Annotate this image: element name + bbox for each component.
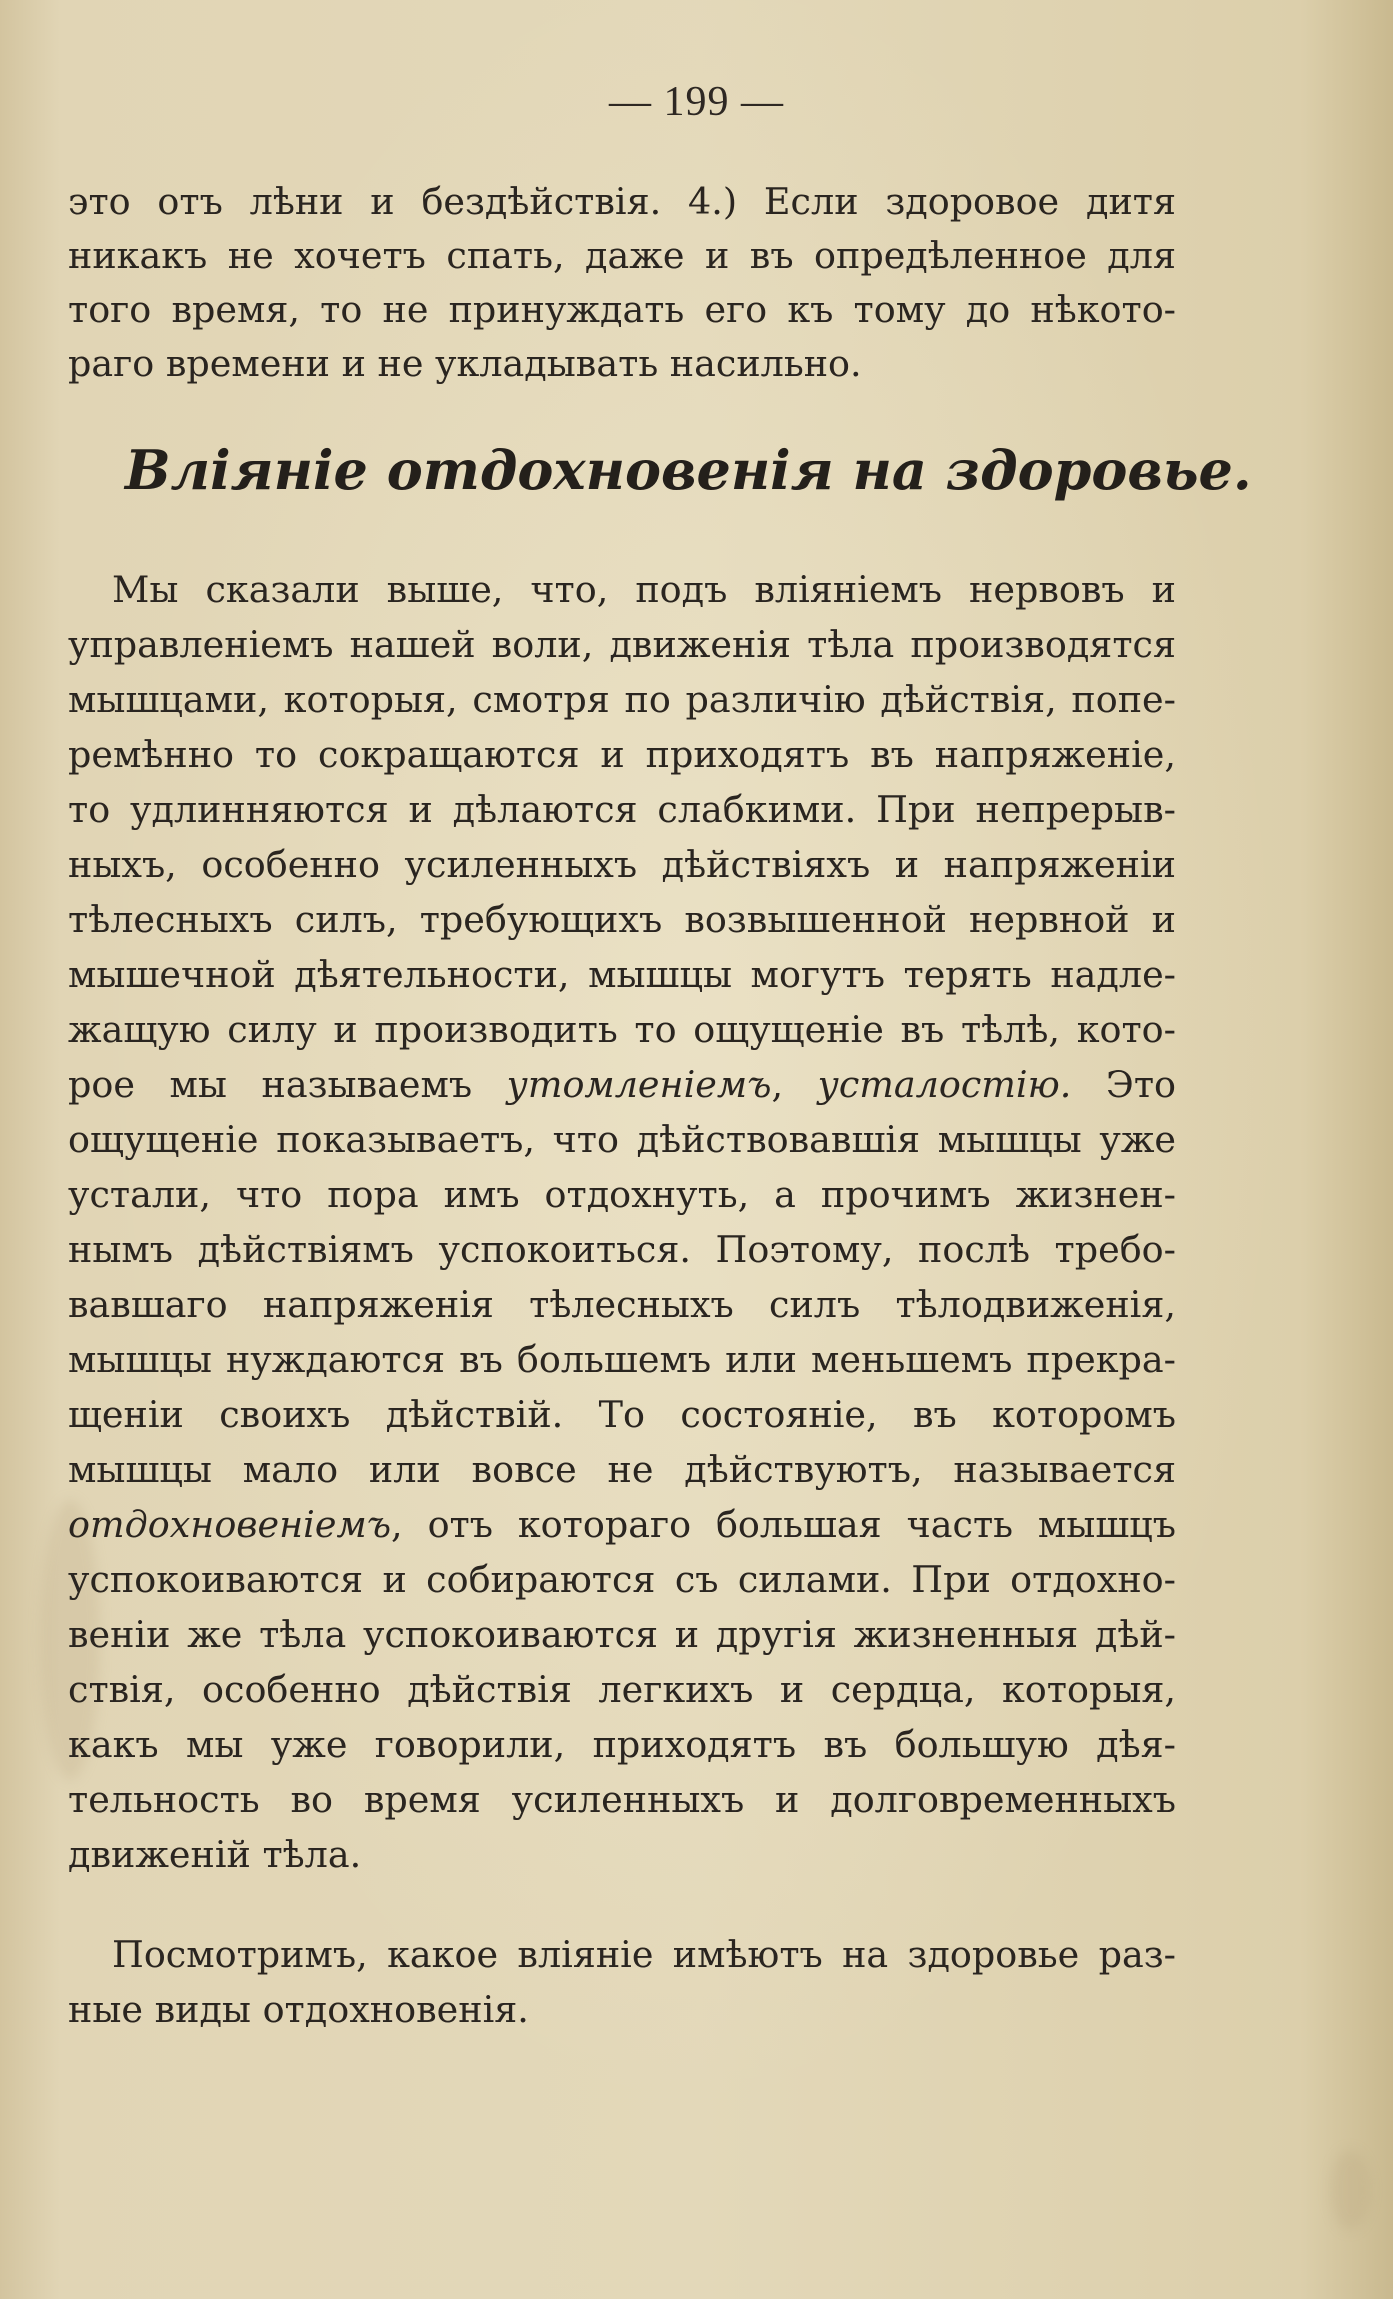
text-line: устали, что пора имъ отдохнуть, а прочимъ жизнен- [68, 1173, 1176, 1216]
text-line: Посмотримъ, какое вліяніе имѣютъ на здоровье раз- [112, 1933, 1176, 1976]
text-line: ныхъ, особенно усиленныхъ дѣйствіяхъ и напряженіи [68, 843, 1176, 886]
text-line: Мы сказали выше, что, подъ вліяніемъ нервовъ и [112, 568, 1176, 611]
text-line: раго времени и не укладывать насильно. [68, 342, 862, 385]
text-line: управленіемъ нашей воли, движенія тѣла производятся [68, 623, 1176, 666]
text-line: движеній тѣла. [68, 1833, 362, 1876]
text-line: того время, то не принуждать его къ тому до нѣкото- [68, 288, 1176, 331]
italic-term: утомленіемъ [506, 1063, 772, 1106]
italic-term: усталостію. [817, 1063, 1072, 1106]
section-heading: Вліяніе отдохновенія на здоровье. [125, 438, 1252, 502]
text-run: Это [1105, 1063, 1176, 1106]
text-run: рое мы называемъ [68, 1063, 473, 1106]
text-line: то удлинняются и дѣлаются слабкими. При непрерыв- [68, 788, 1176, 831]
text-line: рое мы называемъ утомленіемъ, усталостію. Это [68, 1063, 1176, 1106]
text-line: успокоиваются и собираются съ силами. При отдохно- [68, 1558, 1176, 1601]
text-line: жащую силу и производить то ощущеніе въ тѣлѣ, кото- [68, 1008, 1176, 1051]
text-line: вавшаго напряженія тѣлесныхъ силъ тѣлодвиженія, [68, 1283, 1176, 1326]
page-stain [1330, 2150, 1370, 2230]
text-line: ощущеніе показываетъ, что дѣйствовавшія мышцы уже [68, 1118, 1176, 1161]
text-line: какъ мы уже говорили, приходятъ въ большую дѣя- [68, 1723, 1176, 1766]
text-line: ремѣнно то сокращаются и приходятъ въ напряженіе, [68, 733, 1176, 776]
text-line: ные виды отдохновенія. [68, 1988, 529, 2031]
page-number: — 199 — [609, 79, 784, 125]
text-line: мышцы мало или вовсе не дѣйствуютъ, называется [68, 1448, 1176, 1491]
text-line: мышцами, которыя, смотря по различію дѣйствія, попе- [68, 678, 1176, 721]
text-line: мышцы нуждаются въ большемъ или меньшемъ прекра- [68, 1338, 1176, 1381]
text-line [68, 1503, 1176, 1546]
text-line: тельность во время усиленныхъ и долговременныхъ [68, 1778, 1176, 1821]
text-run: , отъ котораго большая часть мышцъ [391, 1503, 1176, 1546]
italic-term: отдохновеніемъ [68, 1503, 392, 1546]
text-line: ствія, особенно дѣйствія легкихъ и сердца, которыя, [68, 1668, 1176, 1711]
text-line: щеніи своихъ дѣйствій. То состояніе, въ которомъ [68, 1393, 1176, 1436]
text-line: веніи же тѣла успокоиваются и другія жизненныя дѣй- [68, 1613, 1176, 1656]
text-line: мышечной дѣятельности, мышцы могутъ терять надле- [68, 953, 1176, 996]
text-line: нымъ дѣйствіямъ успокоиться. Поэтому, послѣ требо- [68, 1228, 1176, 1271]
text-line: это отъ лѣни и бездѣйствія. 4.) Если здоровое дитя [68, 180, 1176, 223]
text-line: никакъ не хочетъ спать, даже и въ опредѣленное для [68, 234, 1176, 277]
text-line: тѣлесныхъ силъ, требующихъ возвышенной нервной и [68, 898, 1176, 941]
